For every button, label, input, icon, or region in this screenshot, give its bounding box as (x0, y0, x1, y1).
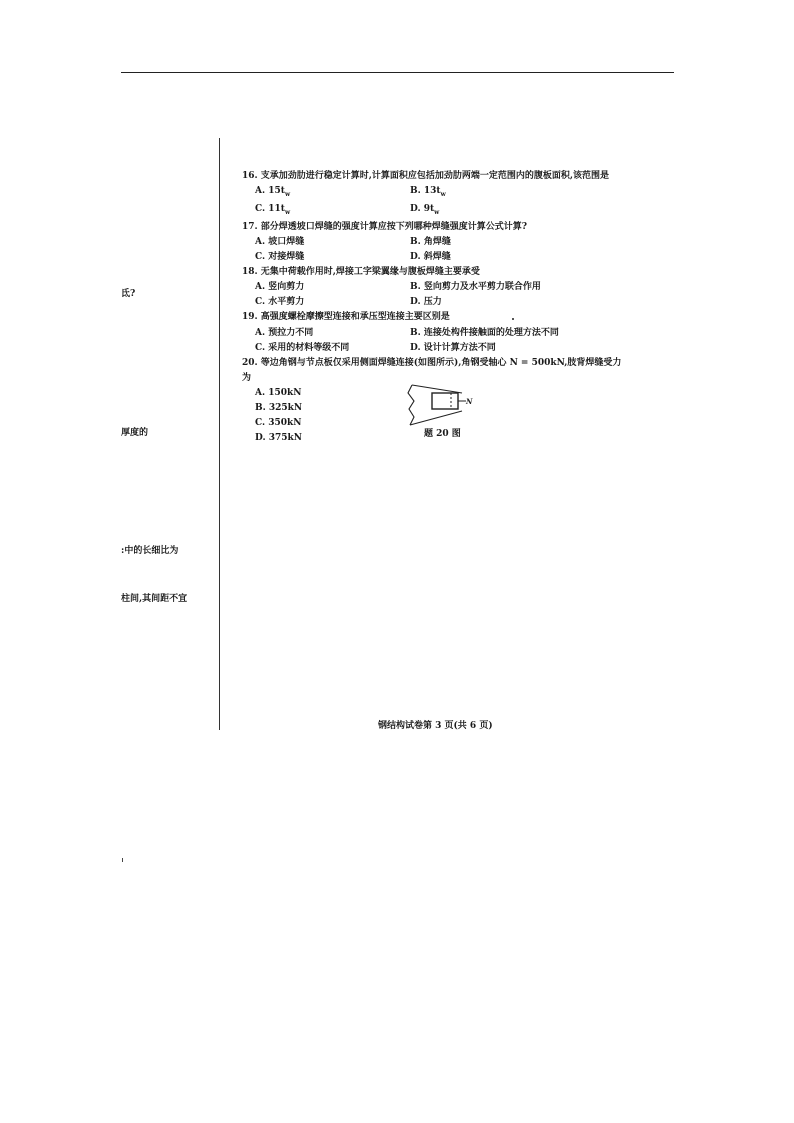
option-b: B. 竖向剪力及水平剪力联合作用 (410, 282, 541, 293)
option-d: D. 压力 (410, 297, 442, 308)
question-stem: 19. 高强度螺栓摩擦型连接和承压型连接主要区别是 (242, 312, 450, 323)
question-stem: 20. 等边角钢与节点板仅采用侧面焊缝连接(如图所示),角钢受轴心 N = 500kN,肢背焊缝受力为 (242, 357, 622, 383)
option-a: A. 竖向剪力 (255, 282, 305, 293)
option-c: C. 采用的材料等级不同 (255, 342, 350, 353)
option-a: A. 预拉力不同 (255, 327, 314, 338)
option-d: D. 375kN (255, 433, 302, 444)
scan-speck (122, 858, 123, 862)
option-d: D. $9t_w$ (410, 203, 440, 216)
margin-fragment: 厚度的 (121, 428, 149, 438)
option-a: A. 150kN (255, 387, 302, 398)
option-b: B. 角焊缝 (410, 236, 451, 247)
page-footer: 钢结构试卷第 3 页(共 6 页) (378, 721, 493, 731)
option-a: A. $15t_w$ (255, 186, 291, 198)
option-d: D. 设计计算方法不同 (410, 342, 496, 353)
option-c: C. 对接焊缝 (255, 252, 305, 263)
option-a: A. 坡口焊缝 (255, 236, 305, 247)
question-column (242, 169, 622, 446)
question-17 (242, 220, 622, 265)
question-20 (242, 356, 622, 447)
figure-force-label: N (466, 396, 473, 406)
question-stem: 17. 部分焊透坡口焊缝的强度计算应按下列哪种焊缝强度计算公式计算? (242, 221, 528, 232)
margin-fragment: 柱间,其间距不宜 (121, 594, 188, 604)
option-c: C. 水平剪力 (255, 297, 305, 308)
option-c: C. $11t_w$ (255, 203, 291, 216)
figure-caption: 题 20 图 (424, 428, 461, 439)
margin-fragment: 氐? (121, 289, 136, 299)
option-c: C. 350kN (255, 418, 302, 429)
option-d: D. 斜焊缝 (410, 252, 451, 263)
question-19 (242, 310, 622, 355)
question-18 (242, 265, 622, 310)
option-b: B. 325kN (255, 403, 303, 413)
question-stem: 18. 无集中荷载作用时,焊接工字梁翼缘与腹板焊缝主要承受 (242, 267, 480, 278)
question-16 (242, 169, 622, 220)
margin-fragment: :中的长细比为 (121, 546, 179, 556)
header-rule (121, 72, 674, 73)
column-divider (219, 138, 220, 730)
question-stem: 16. 支承加劲肋进行稳定计算时,计算面积应包括加劲肋两端一定范围内的腹板面积,该范围是 (242, 171, 610, 181)
option-b: B. 连接处构件接触面的处理方法不同 (410, 327, 559, 338)
scan-speck (512, 318, 514, 320)
option-b: B. $13t_w$ (410, 186, 446, 198)
